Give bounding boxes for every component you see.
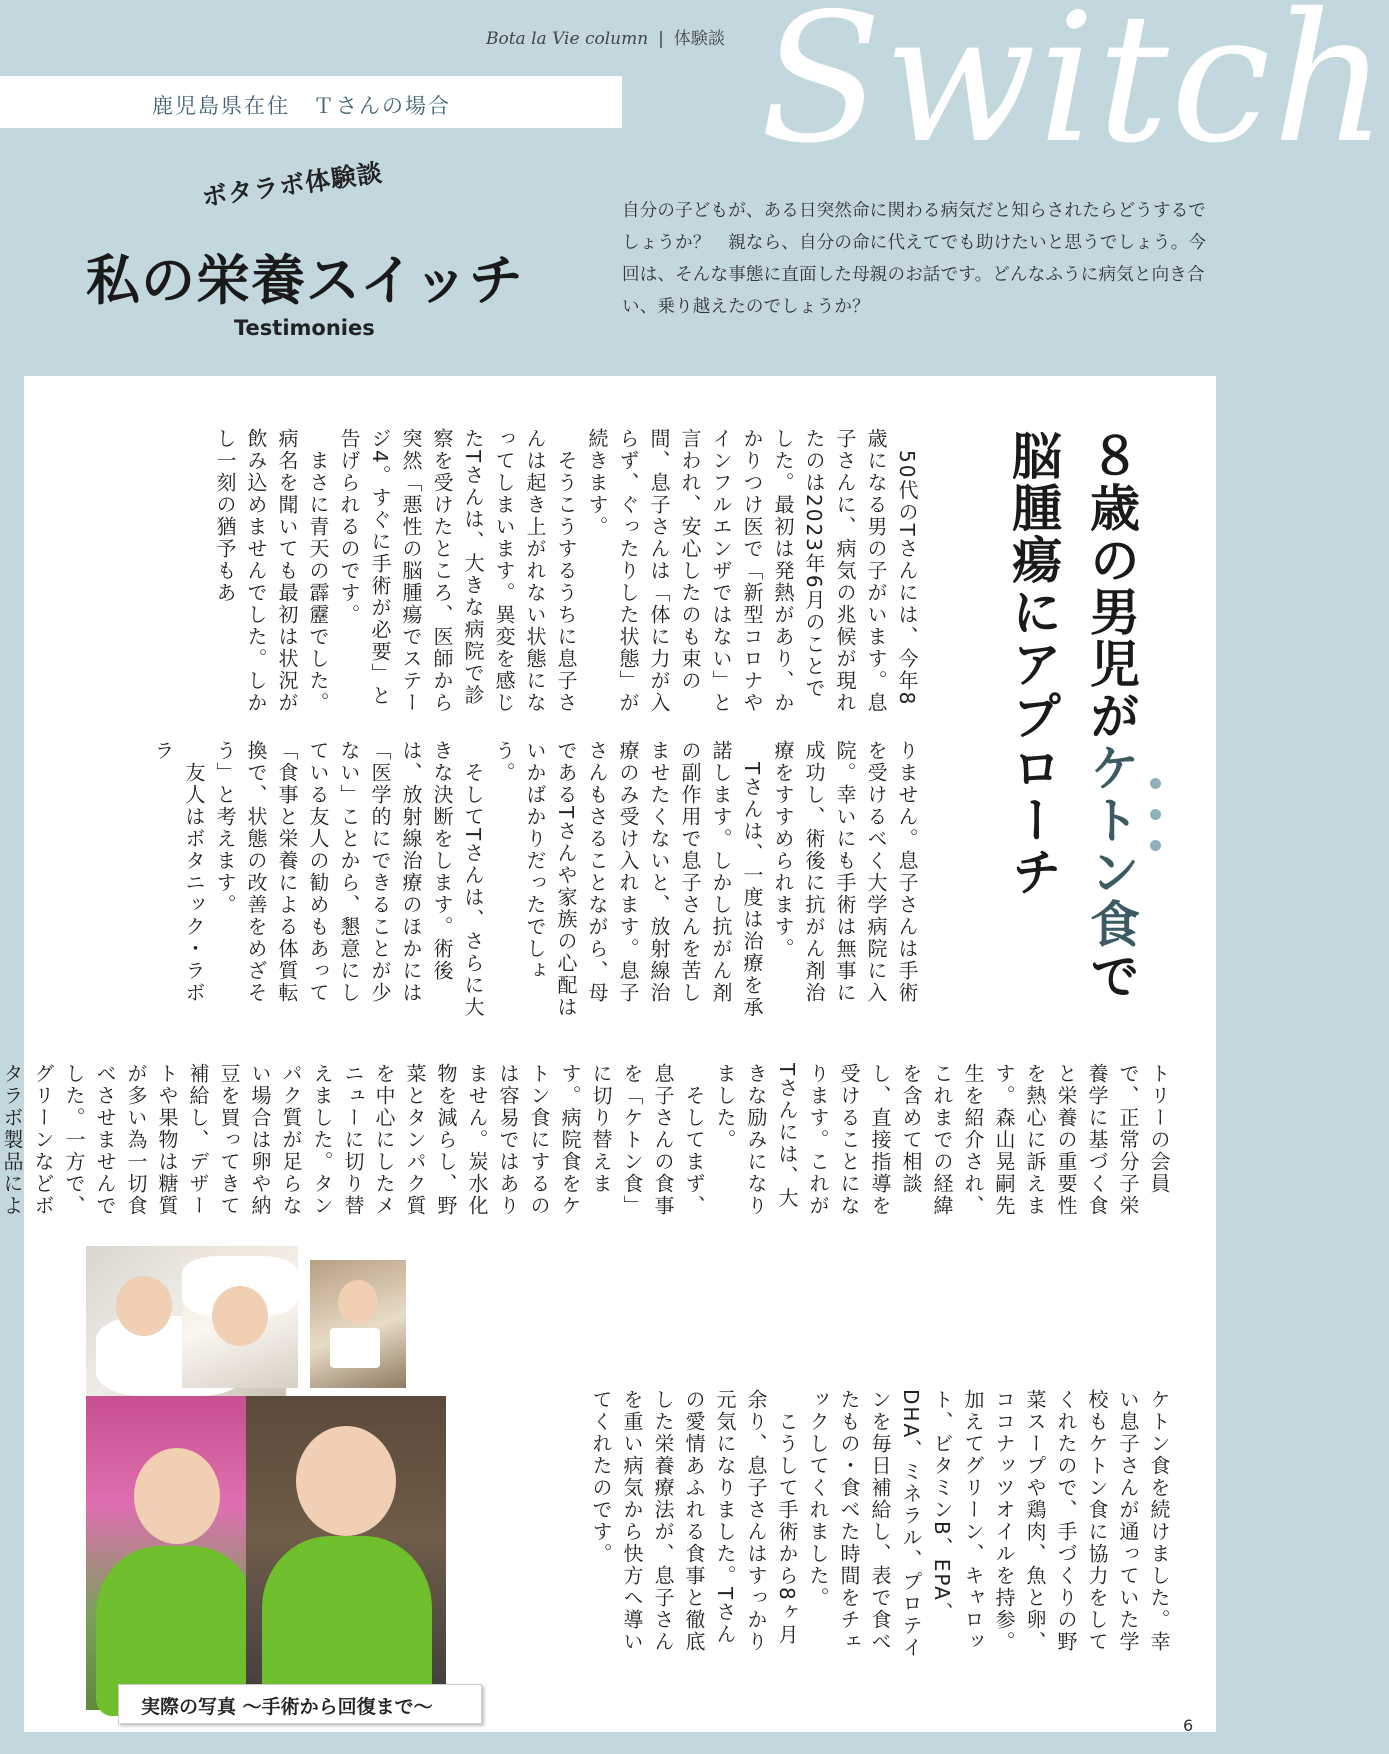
body-text-block-4: ケトン食を続けました。幸い息子さんが通っていた学校もケトン食に協力をしてくれたので、手づくりの野菜スープや鶏肉、魚と卵、ココナッツオイルを持参。加えてグリーン、キャロット、ビタミンB、EPA、DHA、ミネラル、プロテインを毎日補給し、表で食べたもの・食べた時間をチェックしてくれました。 こうして手術から8ヶ月余り、息子さんはすっかり元気になりました。Tさんの愛情あふれる食事と徹底した栄養療法が、息子さんを重い病気から快方へ導いてくれたのです。 [589, 1389, 1171, 1660]
photo-caption: 実際の写真 ～手術から回復まで～ [118, 1684, 482, 1724]
photo-collage [86, 1246, 478, 1710]
page-title: 私の栄養スイッチ [86, 249, 524, 312]
header-separator: | [658, 29, 664, 49]
switch-background-title: Switch [760, 0, 1389, 182]
body-text-block-1: 50代のTさんには、今年8歳になる男の子がいます。息子さんに、病気の兆候が現れたのは2023年6月のことでした。最初は発熱があり、かかりつけ医で「新型コロナやインフルエンザではない」と言われ、安心したのも束の間、息子さんは「体に力が入らず、ぐったりした状態」が続きます。 そうこうするうちに息子さんは起き上がれない状態になってしまいます。異変を感じたTさんは、大きな病院で診察を受けたところ、医師から突然「悪性の脳腫瘍でステージ4。すぐに手術が必要」と告げられるのです。 まさに青天の霹靂でした。病名を聞いても最初は状況が飲み込めませんでした。しかし一刻の猶予もあ [213, 428, 919, 714]
headline-highlight: ケトン食 [1082, 742, 1140, 950]
page-subtitle: Testimonies [234, 316, 375, 340]
column-header [486, 24, 725, 49]
kicker-label: ボタラボ体験談 [200, 157, 385, 212]
page-number: 6 [1183, 1716, 1194, 1735]
article-headline [994, 430, 1150, 1030]
body-text-block-2: りません。息子さんは手術を受けるべく大学病院に入院。幸いにも手術は無事に成功し、術後に抗がん剤治療をすすめられます。 Tさんは、一度は治療を承諾します。しかし抗がん剤の副作用で息子さんを苦しませたくないと、放射線治療のみ受け入れます。息子さんもさることながら、母であるTさんや家族の心配はいかばかりだったでしょう。 そしてTさんは、さらに大きな決断をします。術後は、放射線治療のほかには「医学的にできることが少ない」ことから、懇意にしている友人の勧めもあって「食事と栄養による体質転換で、状態の改善をめざそう」と考えます。 友人はボタニック・ラボラ [151, 740, 919, 1019]
column-category: 体験談 [673, 29, 725, 49]
headline-line1-before: ８歳の男児が [1082, 430, 1140, 742]
headline-line2: 脳腫瘍にアプローチ [1004, 430, 1062, 898]
location-label: 鹿児島県在住 Ｔさんの場合 [152, 94, 451, 118]
series-name: Bota la Vie column [486, 29, 649, 49]
photo-hospital-bed-2 [182, 1246, 298, 1388]
photo-child-with-card [310, 1260, 406, 1388]
headline-line1-after: で [1082, 950, 1140, 1002]
photo-child-smiling-green-jacket [246, 1396, 446, 1710]
intro-paragraph: 自分の子どもが、ある日突然命に関わる病気だと知らされたらどうするでしょうか？ 親なら、自分の命に代えてでも助けたいと思うでしょう。今回は、そんな事態に直面した母親のお話です。どんなふうに病気と向き合い、乗り越えたのでしょうか？ [622, 201, 1207, 317]
decorative-dots [1150, 778, 1164, 871]
body-text-block-3: トリーの会員で、正常分子栄養学に基づく食と栄養の重要性を熱心に訴えます。森山晃嗣先生を紹介され、これまでの経緯を含めて相談し、直接指導を受けることになります。これがTさんには、大きな励みになりました。 そしてまず、息子さんの食事を「ケトン食」に切り替えます。病院食をケトン食にするのは容易ではありません。炭水化物を減らし、野菜とタンパク質を中心にしたメニューに切り替えました。タンパク質が足らない場合は卵や納豆を買ってきて補給し、デザートや果物は糖質が多い為一切食べさせませんでした。一方で、グリーンなどボタラボ製品によ [0, 1063, 1171, 1217]
